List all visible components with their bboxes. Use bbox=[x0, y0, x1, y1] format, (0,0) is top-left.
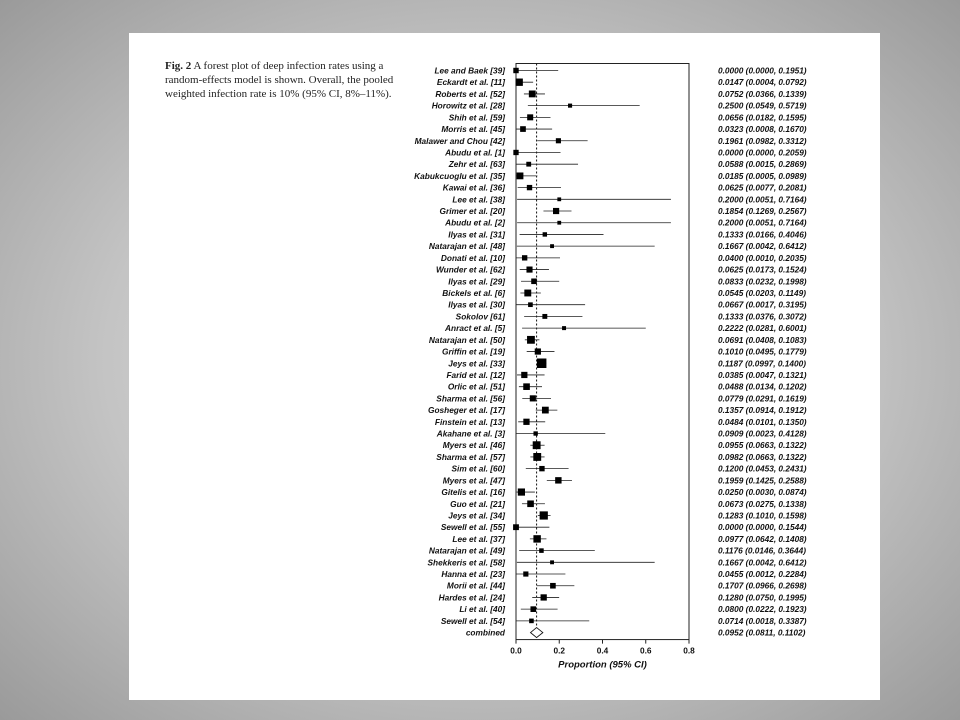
ci-value-text: 0.0250 (0.0030, 0.0874) bbox=[718, 487, 807, 498]
study-label: Sim et al. [60] bbox=[451, 463, 505, 474]
ci-value-text: 0.1333 (0.0376, 0.3072) bbox=[718, 311, 807, 322]
study-label: Anract et al. [5] bbox=[445, 323, 505, 334]
point-estimate-marker bbox=[553, 208, 559, 214]
study-label: Lee et al. [37] bbox=[452, 533, 505, 544]
figure-page bbox=[129, 33, 880, 700]
point-estimate-marker bbox=[521, 372, 527, 378]
ci-value-text: 0.0147 (0.0004, 0.0792) bbox=[718, 77, 807, 88]
study-label: Hanna et al. [23] bbox=[441, 569, 505, 580]
ci-value-text: 0.0323 (0.0008, 0.1670) bbox=[718, 124, 807, 135]
x-tick-label: 0.8 bbox=[683, 645, 695, 656]
point-estimate-marker bbox=[533, 535, 540, 542]
ci-value-text: 0.1187 (0.0997, 0.1400) bbox=[718, 358, 806, 369]
point-estimate-marker bbox=[523, 419, 529, 425]
ci-value-text: 0.2000 (0.0051, 0.7164) bbox=[718, 217, 807, 228]
x-axis-label: Proportion (95% CI) bbox=[558, 659, 647, 671]
study-label: Ilyas et al. [29] bbox=[448, 276, 505, 287]
ci-value-text: 0.1010 (0.0495, 0.1779) bbox=[718, 346, 807, 357]
study-label: Gosheger et al. [17] bbox=[427, 405, 505, 416]
study-label: Li et al. [40] bbox=[459, 604, 505, 615]
study-label: Akahane et al. [3] bbox=[436, 428, 505, 439]
study-label: Zehr et al. [63] bbox=[448, 159, 505, 170]
ci-value-text: 0.0625 (0.0077, 0.2081) bbox=[718, 182, 807, 193]
ci-value-text: 0.0000 (0.0000, 0.1544) bbox=[718, 522, 807, 533]
ci-value-text: 0.0752 (0.0366, 0.1339) bbox=[718, 88, 807, 99]
study-label: Roberts et al. [52] bbox=[435, 88, 505, 99]
point-estimate-marker bbox=[526, 162, 531, 167]
combined-diamond bbox=[531, 628, 543, 638]
point-estimate-marker bbox=[550, 560, 554, 564]
point-estimate-marker bbox=[515, 79, 522, 86]
ci-value-text: 0.0691 (0.0408, 0.1083) bbox=[718, 334, 807, 345]
point-estimate-marker bbox=[513, 524, 519, 530]
study-label: Jeys et al. [33] bbox=[448, 358, 505, 369]
study-label: Griffin et al. [19] bbox=[441, 346, 505, 357]
figure-number: Fig. 2 bbox=[165, 60, 192, 72]
combined-ci-text: 0.0952 (0.0811, 0.1102) bbox=[718, 627, 806, 638]
ci-value-text: 0.0800 (0.0222, 0.1923) bbox=[718, 604, 807, 615]
ci-value-text: 0.0667 (0.0017, 0.3195) bbox=[718, 299, 807, 310]
study-label: Ilyas et al. [30] bbox=[448, 299, 505, 310]
study-label: Lee and Baek [39] bbox=[434, 65, 505, 76]
ci-value-text: 0.1667 (0.0042, 0.6412) bbox=[718, 241, 807, 252]
ci-value-text: 0.1283 (0.1010, 0.1598) bbox=[718, 510, 807, 521]
ci-value-text: 0.0977 (0.0642, 0.1408) bbox=[718, 533, 807, 544]
ci-value-text: 0.1854 (0.1269, 0.2567) bbox=[718, 206, 807, 217]
study-label: Wunder et al. [62] bbox=[435, 264, 505, 275]
ci-value-text: 0.0909 (0.0023, 0.4128) bbox=[718, 428, 807, 439]
point-estimate-marker bbox=[518, 488, 525, 495]
point-estimate-marker bbox=[527, 185, 532, 190]
study-label: Ilyas et al. [31] bbox=[448, 229, 505, 240]
point-estimate-marker bbox=[562, 326, 566, 330]
ci-value-text: 0.2222 (0.0281, 0.6001) bbox=[718, 323, 807, 334]
x-tick-label: 0.0 bbox=[510, 645, 522, 656]
ci-value-text: 0.0545 (0.0203, 0.1149) bbox=[718, 287, 806, 298]
ci-value-text: 0.0982 (0.0663, 0.1322) bbox=[718, 451, 807, 462]
point-estimate-marker bbox=[530, 606, 536, 612]
ci-value-text: 0.0185 (0.0005, 0.0989) bbox=[718, 170, 807, 181]
study-label: Donati et al. [10] bbox=[440, 252, 505, 263]
point-estimate-marker bbox=[527, 114, 533, 120]
ci-value-text: 0.0455 (0.0012, 0.2284) bbox=[718, 569, 807, 580]
study-label: Sharma et al. [56] bbox=[436, 393, 505, 404]
point-estimate-marker bbox=[530, 395, 536, 401]
caption-text: A forest plot of deep infection rates using a random-effects model is shown. Overall, the pooled weighted infection rate is 10% (95% CI, 8%–11%). bbox=[165, 60, 394, 100]
ci-value-text: 0.0400 (0.0010, 0.2035) bbox=[718, 252, 807, 263]
point-estimate-marker bbox=[537, 359, 547, 369]
point-estimate-marker bbox=[526, 267, 532, 273]
study-label: Natarajan et al. [48] bbox=[428, 241, 505, 252]
ci-value-text: 0.1667 (0.0042, 0.6412) bbox=[718, 557, 807, 568]
ci-value-text: 0.0625 (0.0173, 0.1524) bbox=[718, 264, 807, 275]
ci-value-text: 0.2500 (0.0549, 0.5719) bbox=[718, 100, 807, 111]
x-tick-label: 0.6 bbox=[639, 645, 652, 656]
ci-value-text: 0.0484 (0.0101, 0.1350) bbox=[718, 416, 807, 427]
ci-value-text: 0.1176 (0.0146, 0.3644) bbox=[718, 545, 806, 556]
study-label: Kabukcuoglu et al. [35] bbox=[414, 170, 505, 181]
ci-value-text: 0.1707 (0.0966, 0.2698) bbox=[718, 580, 807, 591]
point-estimate-marker bbox=[533, 453, 541, 461]
study-label: Morris et al. [45] bbox=[441, 124, 505, 135]
ci-value-text: 0.0833 (0.0232, 0.1998) bbox=[718, 276, 807, 287]
study-label: Sewell et al. [55] bbox=[440, 522, 505, 533]
ci-value-text: 0.1333 (0.0166, 0.4046) bbox=[718, 229, 807, 240]
study-label: Orlic et al. [51] bbox=[447, 381, 505, 392]
point-estimate-marker bbox=[543, 232, 547, 236]
point-estimate-marker bbox=[541, 594, 547, 600]
ci-value-text: 0.1200 (0.0453, 0.2431) bbox=[718, 463, 807, 474]
ci-value-text: 0.2000 (0.0051, 0.7164) bbox=[718, 194, 807, 205]
point-estimate-marker bbox=[520, 126, 526, 132]
ci-value-text: 0.0714 (0.0018, 0.3387) bbox=[718, 615, 807, 626]
study-label: Finstein et al. [13] bbox=[434, 416, 505, 427]
ci-value-text: 0.0656 (0.0182, 0.1595) bbox=[718, 112, 807, 123]
forest-plot bbox=[129, 33, 880, 700]
point-estimate-marker bbox=[556, 138, 561, 143]
study-label: Kawai et al. [36] bbox=[442, 182, 505, 193]
study-label: Abudu et al. [1] bbox=[445, 147, 505, 158]
study-label: Bickels et al. [6] bbox=[442, 287, 505, 298]
point-estimate-marker bbox=[568, 104, 572, 108]
point-estimate-marker bbox=[529, 619, 534, 624]
study-label: Malawer and Chou [42] bbox=[414, 135, 505, 146]
point-estimate-marker bbox=[555, 477, 561, 483]
study-label: Farid et al. [12] bbox=[446, 369, 505, 380]
study-label: Sewell et al. [54] bbox=[440, 615, 505, 626]
x-tick-label: 0.4 bbox=[596, 645, 609, 656]
study-label: Horowitz et al. [28] bbox=[431, 100, 505, 111]
point-estimate-marker bbox=[527, 336, 535, 344]
ci-value-text: 0.1961 (0.0982, 0.3312) bbox=[718, 135, 807, 146]
point-estimate-marker bbox=[550, 244, 554, 248]
study-label: Grimer et al. [20] bbox=[439, 206, 505, 217]
ci-value-text: 0.0673 (0.0275, 0.1338) bbox=[718, 498, 807, 509]
point-estimate-marker bbox=[550, 583, 556, 589]
study-label: Myers et al. [46] bbox=[442, 440, 505, 451]
ci-value-text: 0.0000 (0.0000, 0.1951) bbox=[718, 65, 807, 76]
point-estimate-marker bbox=[528, 302, 533, 307]
study-label: Jeys et al. [34] bbox=[448, 510, 505, 521]
point-estimate-marker bbox=[517, 172, 524, 179]
point-estimate-marker bbox=[540, 511, 548, 519]
ci-value-text: 0.0779 (0.0291, 0.1619) bbox=[718, 393, 807, 404]
point-estimate-marker bbox=[535, 348, 541, 354]
point-estimate-marker bbox=[527, 500, 534, 507]
study-label: Natarajan et al. [50] bbox=[428, 334, 505, 345]
study-label: Morii et al. [44] bbox=[446, 580, 505, 591]
point-estimate-marker bbox=[557, 197, 561, 201]
study-label: Myers et al. [47] bbox=[442, 475, 505, 486]
study-label: Shekkeris et al. [58] bbox=[427, 557, 505, 568]
study-label: Gitelis et al. [16] bbox=[441, 487, 505, 498]
point-estimate-marker bbox=[542, 314, 547, 319]
ci-value-text: 0.0385 (0.0047, 0.1321) bbox=[718, 369, 807, 380]
ci-value-text: 0.1357 (0.0914, 0.1912) bbox=[718, 405, 807, 416]
point-estimate-marker bbox=[513, 68, 518, 73]
study-label: Abudu et al. [2] bbox=[445, 217, 505, 228]
point-estimate-marker bbox=[533, 431, 537, 435]
combined-label: combined bbox=[465, 627, 505, 638]
point-estimate-marker bbox=[557, 221, 561, 225]
ci-value-text: 0.0955 (0.0663, 0.1322) bbox=[718, 440, 807, 451]
study-label: Shih et al. [59] bbox=[448, 112, 505, 123]
point-estimate-marker bbox=[531, 278, 537, 284]
study-label: Sharma et al. [57] bbox=[436, 451, 505, 462]
point-estimate-marker bbox=[539, 466, 544, 471]
point-estimate-marker bbox=[524, 290, 531, 297]
point-estimate-marker bbox=[523, 383, 530, 390]
point-estimate-marker bbox=[539, 548, 544, 553]
ci-value-text: 0.1280 (0.0750, 0.1995) bbox=[718, 592, 807, 603]
point-estimate-marker bbox=[523, 571, 528, 576]
point-estimate-marker bbox=[529, 91, 536, 98]
ci-value-text: 0.1959 (0.1425, 0.2588) bbox=[718, 475, 807, 486]
ci-value-text: 0.0000 (0.0000, 0.2059) bbox=[718, 147, 807, 158]
point-estimate-marker bbox=[513, 150, 518, 155]
study-label: Lee et al. [38] bbox=[452, 194, 505, 205]
study-label: Hardes et al. [24] bbox=[438, 592, 505, 603]
study-label: Eckardt et al. [11] bbox=[436, 77, 505, 88]
ci-value-text: 0.0588 (0.0015, 0.2869) bbox=[718, 159, 807, 170]
point-estimate-marker bbox=[542, 407, 549, 414]
point-estimate-marker bbox=[533, 441, 541, 449]
study-label: Sokolov [61] bbox=[455, 311, 505, 322]
point-estimate-marker bbox=[522, 255, 527, 260]
study-label: Natarajan et al. [49] bbox=[428, 545, 505, 556]
x-tick-label: 0.2 bbox=[553, 645, 566, 656]
study-label: Guo et al. [21] bbox=[450, 498, 505, 509]
ci-value-text: 0.0488 (0.0134, 0.1202) bbox=[718, 381, 807, 392]
